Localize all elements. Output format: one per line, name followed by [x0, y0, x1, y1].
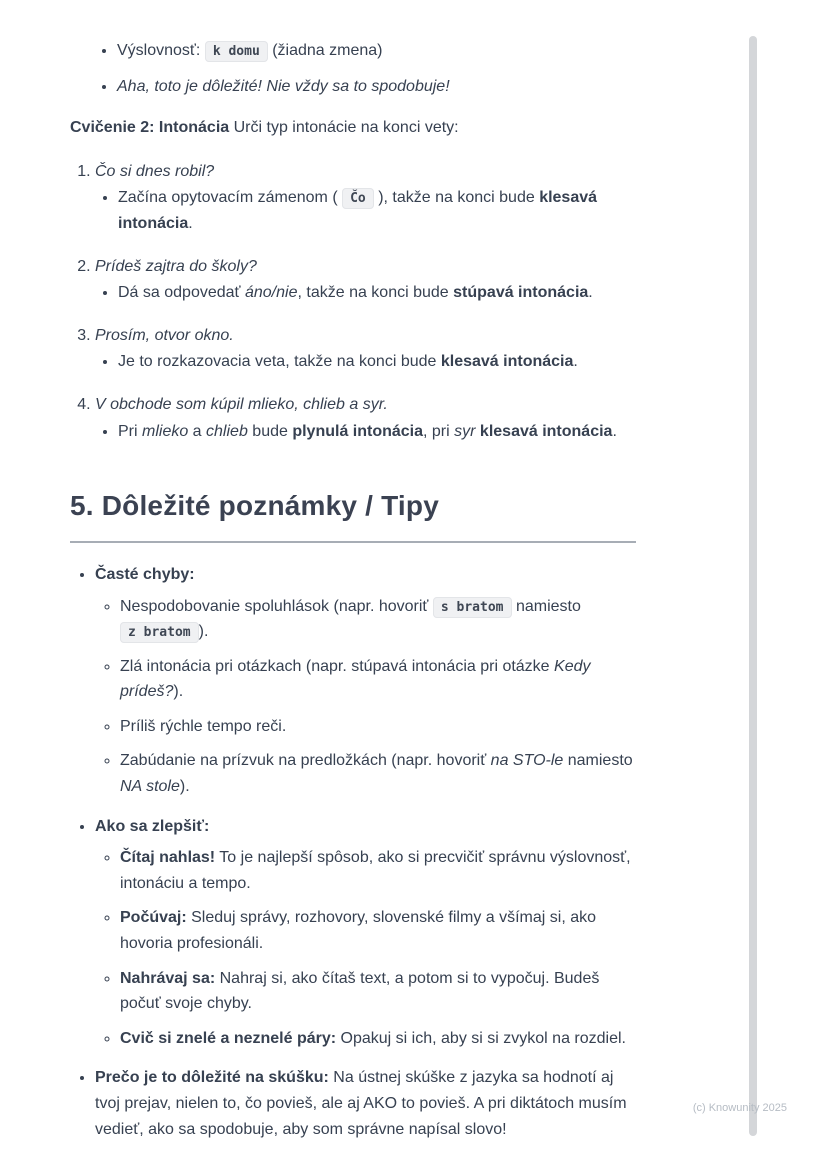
tip-item [120, 1026, 636, 1052]
tips-group [95, 1065, 636, 1142]
text-segment: ). [179, 778, 190, 796]
question-text [95, 396, 388, 413]
text-segment: Výslovnosť: [117, 42, 205, 59]
text-segment: To je najlepší spôsob, ako si precvičiť správnu výslovnosť, intonáciu a tempo. [120, 849, 631, 892]
text-segment: mlieko [142, 422, 189, 440]
pronunciation-notes-list [70, 38, 636, 99]
text-segment: Urči typ intonácie na konci vety: [229, 119, 459, 137]
answer-list [95, 349, 636, 375]
tip-text [120, 1030, 626, 1047]
text-segment: Aha, toto je dôležité! Nie vždy sa to spodobuje! [117, 77, 450, 95]
text-segment: chlieb [206, 422, 248, 440]
question-text [95, 258, 257, 275]
tip-item [120, 654, 636, 705]
text-segment: ). [173, 683, 184, 701]
text-segment: Nahrávaj sa: [120, 969, 216, 987]
scrollbar[interactable] [749, 36, 757, 1136]
exercise2-question-list [70, 159, 636, 444]
list-item-text [117, 78, 450, 95]
tips-group-label [95, 566, 195, 583]
text-segment: Zlá intonácia pri otázkach (napr. stúpavá intonácia pri otázke [120, 657, 555, 675]
tips-group [95, 814, 636, 1052]
tip-text [120, 598, 581, 641]
inline-code: Čo [342, 188, 374, 209]
text-segment: klesavá intonácia [440, 353, 574, 371]
tips-group-label [95, 818, 209, 835]
text-segment: . [588, 284, 593, 302]
text-segment: Prečo je to dôležité na skúšku: [95, 1069, 329, 1087]
text-segment: plynulá intonácia [292, 422, 424, 440]
text-segment: (žiadna zmena) [267, 42, 383, 59]
tips-list [70, 562, 636, 1142]
text-segment: ), takže na konci bude [373, 189, 540, 207]
text-segment: Príliš rýchle tempo reči. [120, 717, 287, 735]
text-segment: Opakuj si ich, aby si si zvykol na rozdiel. [336, 1029, 626, 1047]
text-segment: Cvičenie 2: Intonácia [70, 119, 230, 137]
question-item [95, 392, 636, 444]
list-item-text [117, 42, 383, 59]
text-segment: klesavá intonácia [479, 422, 613, 440]
tips-group [95, 562, 636, 800]
tip-text [120, 658, 591, 701]
text-segment: NA stole [120, 778, 180, 796]
answer-text [118, 284, 593, 301]
answer-item [118, 349, 636, 375]
text-segment: ). [198, 623, 209, 641]
answer-text [118, 189, 597, 232]
tip-item [120, 845, 636, 896]
text-segment: Ako sa zlepšiť: [95, 817, 210, 835]
section-5-heading: 5. Dôležité poznámky / Tipy [70, 490, 439, 522]
text-segment: bude [247, 422, 293, 440]
text-segment: Je to rozkazovacia veta, takže na konci bude [118, 353, 441, 371]
document-page [70, 38, 636, 1156]
tip-text [120, 752, 633, 795]
text-segment: Nahraj si, ako čítaš text, a potom si to vypočuj. Budeš počuť svoje chyby. [120, 969, 600, 1013]
text-segment: Časté chyby: [95, 565, 195, 583]
text-segment: Sleduj správy, rozhovory, slovenské filmy a všímaj si, ako hovoria profesionáli. [120, 909, 597, 953]
text-segment: Prídeš zajtra do školy? [95, 257, 257, 275]
tips-group-label [95, 1069, 627, 1137]
text-segment: stúpavá intonácia [453, 284, 589, 302]
text-segment: Prosím, otvor okno. [95, 326, 234, 344]
answer-list [95, 280, 636, 306]
text-segment: Cvič si znelé a neznelé páry: [120, 1029, 337, 1047]
text-segment: Počúvaj: [120, 909, 187, 927]
question-text [95, 163, 214, 180]
text-segment: Pri [118, 422, 142, 440]
question-text [95, 327, 234, 344]
answer-text [118, 423, 617, 440]
answer-list [95, 419, 636, 445]
tip-item [120, 714, 636, 740]
text-segment: Zabúdanie na prízvuk na predložkách (napr. hovoriť [120, 752, 491, 770]
inline-code: z bratom [120, 622, 199, 643]
answer-item [118, 280, 636, 306]
question-item [95, 323, 636, 375]
tip-text [120, 849, 631, 892]
text-segment: , takže na konci bude [297, 284, 454, 302]
tip-item [120, 594, 636, 645]
text-segment: a [188, 422, 207, 440]
text-segment: , pri [423, 422, 455, 440]
text-segment: V obchode som kúpil mlieko, chlieb a syr. [95, 395, 388, 413]
question-item [95, 159, 636, 237]
text-segment: namiesto [563, 752, 633, 770]
text-segment: . [188, 214, 193, 232]
text-segment: . [612, 422, 617, 440]
exercise2-heading [70, 115, 636, 141]
tip-text [120, 718, 286, 735]
list-item [117, 74, 636, 100]
answer-list [95, 185, 636, 236]
tips-sub-list [95, 594, 636, 800]
text-segment: . [573, 353, 578, 371]
text-segment: Dá sa odpovedať [118, 284, 245, 302]
text-segment: namiesto [511, 597, 581, 615]
tips-sub-list [95, 845, 636, 1051]
answer-text [118, 353, 578, 370]
text-segment: Čítaj nahlas! [120, 849, 216, 867]
text-segment: syr [454, 422, 476, 440]
text-segment: klesavá intonácia [118, 189, 598, 232]
text-segment: Na ústnej skúške z jazyka sa hodnotí aj tvoj prejav, nielen to, čo povieš, ale aj AKO to povieš. A pri diktátoch musím vedieť, ako sa spodobuje, aby som správne napísal slovo! [95, 1069, 627, 1138]
answer-item [118, 419, 636, 445]
text-segment: Nespodobovanie spoluhlások (napr. hovoriť [120, 597, 433, 615]
tip-item [120, 905, 636, 956]
tip-text [120, 909, 596, 952]
text-segment: áno/nie [244, 284, 298, 302]
answer-item [118, 185, 636, 236]
text-segment: na STO-le [490, 752, 564, 770]
text-segment: Čo si dnes robil? [95, 162, 215, 180]
tip-item [120, 748, 636, 799]
tip-item [120, 966, 636, 1017]
section-divider [70, 541, 636, 543]
inline-code: s bratom [433, 597, 512, 618]
inline-code: k domu [205, 41, 268, 62]
list-item [117, 38, 636, 64]
footer-credit: (c) Knowunity 2025 [692, 1102, 787, 1114]
question-item [95, 254, 636, 306]
text-segment: Začína opytovacím zámenom ( [118, 189, 343, 207]
text-segment: Kedy prídeš? [120, 657, 591, 701]
tip-text [120, 970, 599, 1013]
